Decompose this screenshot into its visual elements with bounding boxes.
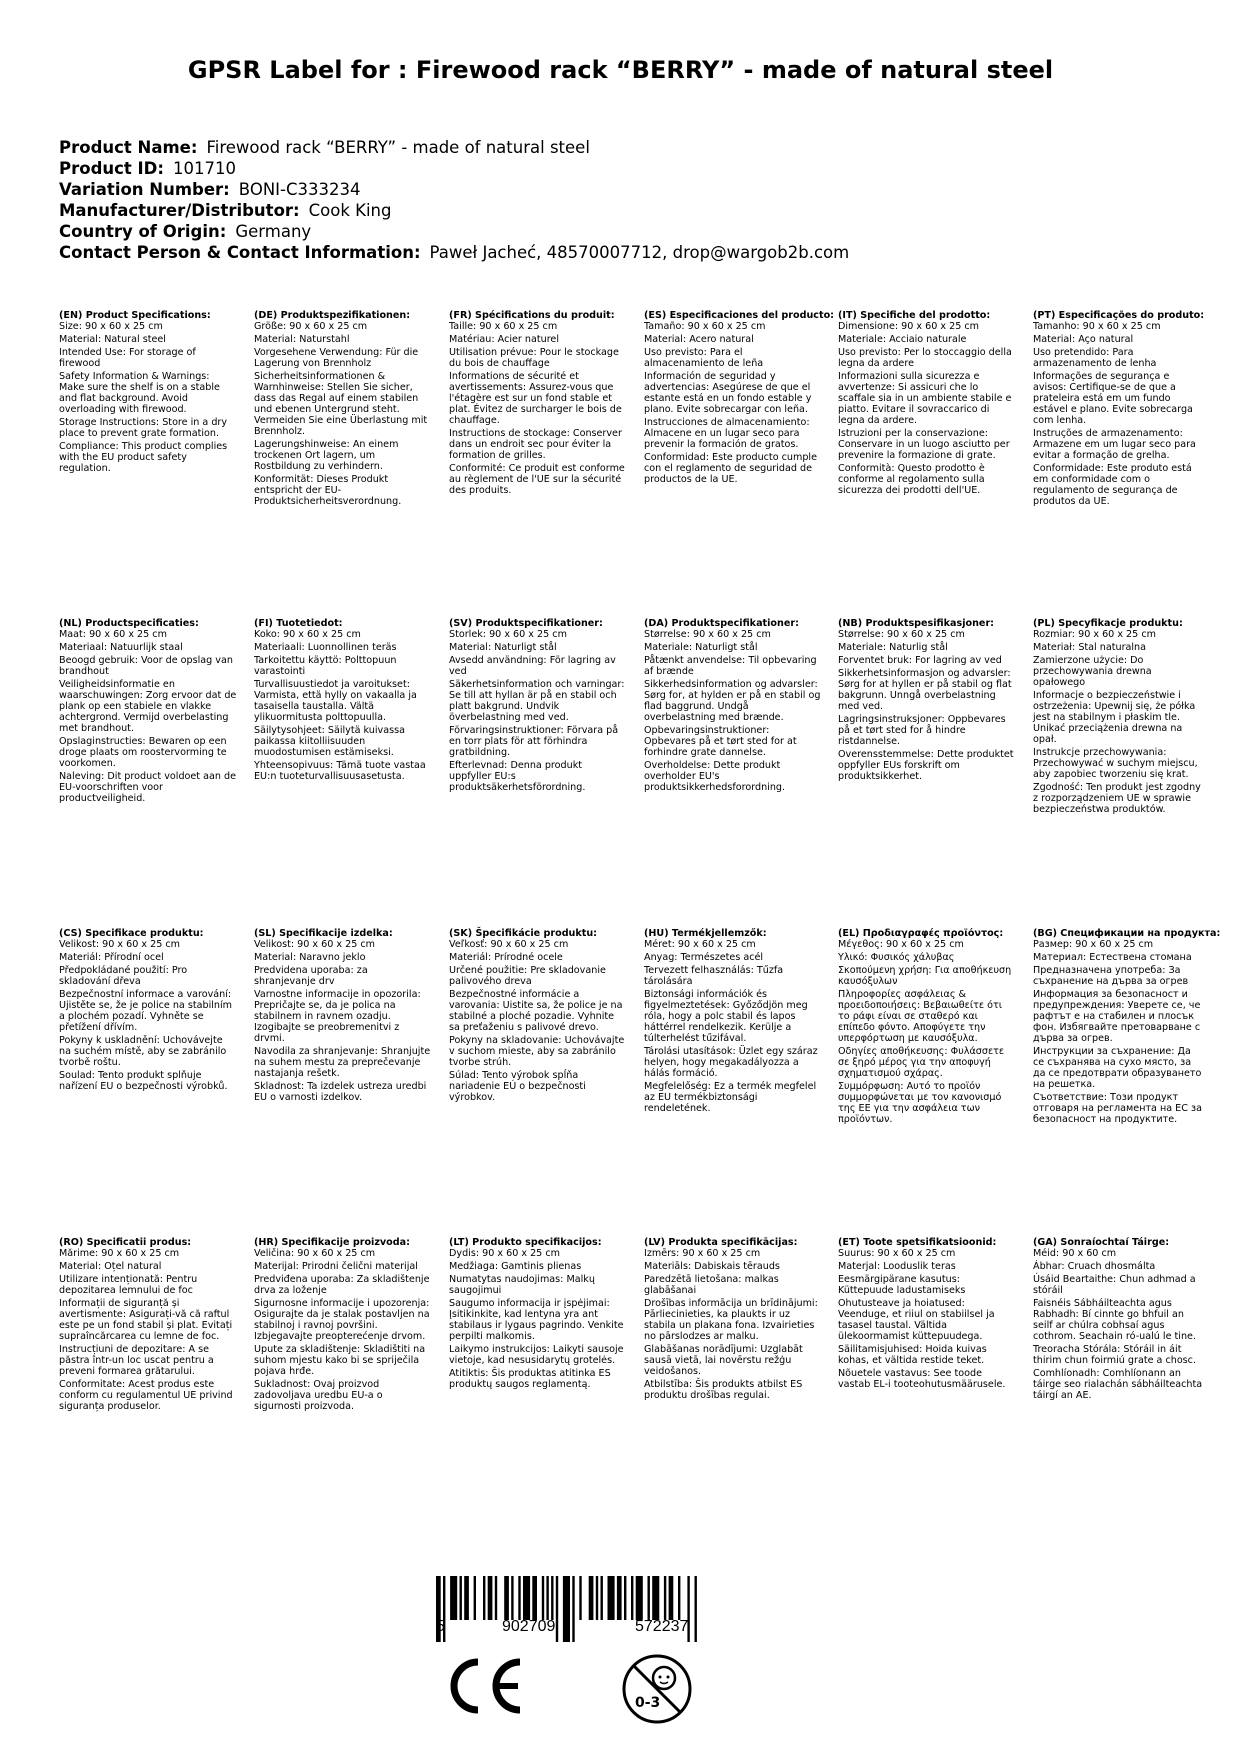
spec-heading: (RO) Specificatii produs: [59,1237,192,1248]
spec-block [254,618,432,784]
spec-line: Informacje o bezpieczeństwie i ostrzeżenia: Upewnij się, że półka jest na stabilnym i płaskim tle. Unikać przeciążenia drewna na opał. [1033,690,1196,745]
spec-block [59,928,237,1094]
spec-line: Predvidena uporaba: za shranjevanje drv [254,965,368,987]
spec-line: Drošības informācija un brīdinājumi: Pārliecinieties, ka plaukts ir uz stabila un plakana fona. Izvairieties no pārslodzes ar malku. [644,1298,818,1342]
spec-line: Material: Acero natural [644,334,754,345]
spec-block [644,928,822,1116]
barcode-bar [636,1576,643,1620]
barcode-bar [678,1576,680,1620]
spec-line: Instrucțiuni de depozitare: A se păstra într-un loc uscat pentru a preveni formarea grătarului. [59,1344,214,1377]
product-info-label: Product Name: [59,138,198,157]
spec-heading: (LV) Produkta specifikācijas: [644,1237,798,1248]
spec-heading: (PL) Specyfikacje produktu: [1033,618,1183,629]
spec-line: Turvallisuustiedot ja varoitukset: Varmista, että hylly on vakaalla ja tasaisella taustalla. Vältä ylikuormitusta polttopuulla. [254,679,417,723]
barcode-bar [596,1576,598,1620]
spec-block [644,618,822,795]
spec-line: Material: Naravno jeklo [254,952,366,963]
spec-line: Conformidad: Este producto cumple con el reglamento de seguridad de productos de la UE. [644,452,817,485]
barcode-bar [474,1576,476,1620]
spec-line: Compliance: This product complies with the EU product safety regulation. [59,441,228,474]
spec-line: Opbevaringsinstruktioner: Opbevares på et tørt sted for at forhindre grate dannelse. [644,725,797,758]
spec-heading: (HR) Specifikacije proizvoda: [254,1237,410,1248]
spec-line: Dydis: 90 x 60 x 25 cm [449,1248,560,1259]
spec-line: Předpokládané použití: Pro skladování dřeva [59,965,188,987]
spec-line: Предназначена употреба: За съхранение на дърва за огрев [1033,965,1189,987]
spec-line: Overensstemmelse: Dette produktet oppfyller EUs forskrift om produktsikkerhet. [838,749,1014,782]
spec-line: Beoogd gebruik: Voor de opslag van brandhout [59,655,233,677]
spec-line: Velikost: 90 x 60 x 25 cm [59,939,181,950]
spec-line: Conformidade: Este produto está em conformidade com o regulamento de segurança de produtos da UE. [1033,463,1192,507]
spec-line: Materiał: Stal naturalna [1033,642,1147,653]
spec-line: Treoracha Stórála: Stóráil in áit thirim chun foirmiú grate a chosc. [1033,1344,1197,1366]
spec-block [838,310,1016,498]
spec-heading: (NL) Productspecificaties: [59,618,199,629]
spec-line: Sicherheitsinformationen & Warnhinweise: Stellen Sie sicher, dass das Regal auf einem stabilen und ebenen Untergrund steht. Vermeiden Sie eine Überlastung mit Brennholz. [254,371,428,437]
spec-line: Koko: 90 x 60 x 25 cm [254,629,361,640]
spec-line: Maat: 90 x 60 x 25 cm [59,629,167,640]
spec-line: Tarkoitettu käyttö: Polttopuun varastointi [254,655,397,677]
spec-line: Materiale: Naturligt stål [644,642,758,653]
barcode-digits-left: 902709 [502,1618,556,1635]
spec-line: Taille: 90 x 60 x 25 cm [449,321,558,332]
spec-line: Úsáid Beartaithe: Chun adhmad a stóráil [1033,1274,1196,1296]
spec-line: Materiāls: Dabiskais tērauds [644,1261,780,1272]
product-info-value: BONI-C333234 [238,180,361,199]
spec-line: Veličina: 90 x 60 x 25 cm [254,1248,376,1259]
spec-line: Σκοπούμενη χρήση: Για αποθήκευση καυσόξυλων [838,965,1012,987]
spec-block [838,1237,1016,1392]
barcode-bar [518,1576,520,1620]
barcode-bar [450,1576,457,1620]
spec-block [1033,310,1203,509]
spec-block [1033,928,1221,1127]
product-info-label: Manufacturer/Distributor: [59,201,300,220]
spec-heading: (CS) Specifikace produktu: [59,928,204,939]
barcode-bar [504,1576,509,1620]
spec-line: Förvaringsinstruktioner: Förvara på en torr plats för att förhindra gratbildning. [449,725,619,758]
spec-line: Bezpečnostné informácie a varovania: Uistite sa, že police je na stabilné a ploché pozadie. Vyhnite sa preťaženiu s palivové drevo. [449,989,623,1033]
spec-line: Påtænkt anvendelse: Til opbevaring af brænde [644,655,817,677]
spec-line: Izmērs: 90 x 60 x 25 cm [644,1248,761,1259]
spec-line: Инструкции за съхранение: Да се съхранява на сухо място, за да се предотврати образуването на решетка. [1033,1046,1202,1090]
spec-line: Instructions de stockage: Conserver dans un endroit sec pour éviter la formation de grilles. [449,428,622,461]
barcode-bar [669,1576,674,1620]
spec-heading: (BG) Спецификации на продукта: [1033,928,1221,939]
spec-line: Utilisation prévue: Pour le stockage du bois de chauffage [449,347,619,369]
spec-line: Lagringsinstruksjoner: Oppbevares på et tørt sted for å hindre ristdannelse. [838,714,1006,747]
spec-line: Οδηγίες αποθήκευσης: Φυλάσσετε σε ξηρό μέρος για την αποφυγή σχηματισμού σχάρας. [838,1046,1005,1079]
spec-line: Размер: 90 x 60 x 25 cm [1033,939,1154,950]
spec-line: Materiale: Acciaio naturale [838,334,967,345]
spec-line: Atitiktis: Šis produktas atitinka ES produktų saugos reglamentą. [449,1368,611,1390]
spec-line: Material: Aço natural [1033,334,1134,345]
spec-line: Conformité: Ce produit est conforme au règlement de l'UE sur la sécurité des produits. [449,463,625,496]
product-info-value: Paweł Jacheć, 48570007712, drop@wargob2b.com [429,243,850,262]
spec-block [838,618,1016,784]
spec-line: Dimensione: 90 x 60 x 25 cm [838,321,980,332]
spec-line: Informations de sécurité et avertissements: Assurez-vous que l'étagère est sur un fond stable et plat. Évitez de surcharger le bois de chauffage. [449,371,622,426]
product-info-label: Product ID: [59,159,164,178]
spec-line: Größe: 90 x 60 x 25 cm [254,321,368,332]
spec-line: Informações de segurança e avisos: Certifique-se de que a prateleira está em um fundo estável e plano. Evite sobrecarga com lenha. [1033,371,1193,426]
spec-line: Soulad: Tento produkt splňuje nařízení EU o bezpečnosti výrobků. [59,1070,228,1092]
spec-heading: (DE) Produktspezifikationen: [254,310,411,321]
product-info-value: Firewood rack “BERRY” - made of natural steel [206,138,590,157]
spec-block [644,1237,822,1403]
spec-line: Materiaali: Luonnollinen teräs [254,642,397,653]
barcode-bar [664,1576,666,1620]
spec-heading: (ET) Toote spetsifikatsioonid: [838,1237,997,1248]
spec-line: Instrucciones de almacenamiento: Almacene en un lugar seco para prevenir la formación de gratos. [644,417,810,450]
spec-heading: (FR) Spécifications du produit: [449,310,615,321]
spec-line: Atbilstība: Šis produkts atbilst ES produktu drošības regulai. [644,1379,803,1401]
spec-line: Materiál: Přírodní ocel [59,952,164,963]
spec-line: Materiale: Naturlig stål [838,642,948,653]
spec-heading: (SL) Specifikacije izdelka: [254,928,393,939]
product-info-label: Country of Origin: [59,222,227,241]
spec-line: Upute za skladištenje: Skladištiti na suhom mjestu kako bi se spriječila pojava hrđe. [254,1344,426,1377]
spec-line: Saugumo informacija ir įspėjimai: Įsitikinkite, kad lentyna yra ant stabilaus ir lygaus pagrindo. Venkite perpilti malkomis. [449,1298,624,1342]
spec-line: Información de seguridad y advertencias: Asegúrese de que el estante está en un fondo estable y plano. Evite sobrecargar con leña. [644,371,812,415]
spec-line: Μέγεθος: 90 x 60 x 25 cm [838,939,964,950]
spec-line: Veľkosť: 90 x 60 x 25 cm [449,939,569,950]
barcode-digit-prefix: 5 [436,1618,445,1635]
barcode-bar [601,1576,603,1620]
spec-line: Glabāšanas norādījumi: Uzglabāt sausā vietā, lai novērstu režģu veidošanos. [644,1344,803,1377]
spec-line: Zgodność: Ten produkt jest zgodny z rozporządzeniem UE w sprawie bezpieczeństwa produktów. [1033,782,1201,815]
spec-line: Anyag: Természetes acél [644,952,764,963]
spec-line: Vorgesehene Verwendung: Für die Lagerung von Brennholz [254,347,419,369]
barcode-bar [631,1576,633,1620]
spec-block [644,310,835,487]
spec-block [449,618,627,795]
spec-line: Méid: 90 x 60 cm [1033,1248,1117,1259]
spec-line: Medžiaga: Gamtinis plienas [449,1261,582,1272]
spec-line: Biztonsági információk és figyelmeztetések: Győződjön meg róla, hogy a polc stabil és lapos háttérrel rendelkezik. Kerülje a túlterhelést tűzifával. [644,989,808,1044]
spec-line: Sikkerhedsinformation og advarsler: Sørg for, at hylden er på en stabil og flad baggrund. Undgå overbelastning med brænde. [644,679,821,723]
spec-line: Lagerungshinweise: An einem trockenen Ort lagern, um Rostbildung zu verhindern. [254,439,399,472]
spec-line: Matériau: Acier naturel [449,334,560,345]
spec-line: Paredzētā lietošana: malkas glabāšanai [644,1274,779,1296]
spec-line: Säilitamisjuhised: Hoida kuivas kohas, et vältida restide teket. [838,1344,987,1366]
spec-line: Materjal: Looduslik teras [838,1261,956,1272]
product-info-value: 101710 [172,159,236,178]
spec-line: Skladnost: Ta izdelek ustreza uredbi EU o varnosti izdelkov. [254,1081,427,1103]
spec-line: Overholdelse: Dette produkt overholder EU's produktsikkerhedsforordning. [644,760,786,793]
spec-line: Comhlíonadh: Comhlíonann an táirge seo rialachán sábháilteachta táirgí an AE. [1033,1368,1203,1401]
spec-line: Numatytas naudojimas: Malkų saugojimui [449,1274,595,1296]
age-warning-icon [620,1652,694,1730]
spec-block [254,928,432,1105]
spec-line: Súlad: Tento výrobok spĺňa nariadenie EÚ o bezpečnosti výrobkov. [449,1070,586,1103]
spec-line: Tárolási utasítások: Üzlet egy száraz helyen, hogy megakadályozza a hálás formáció. [644,1046,818,1079]
spec-line: Rozmiar: 90 x 60 x 25 cm [1033,629,1156,640]
spec-line: Säkerhetsinformation och varningar: Se till att hyllan är på en stabil och platt bakgrund. Undvik överbelastning med ved. [449,679,625,723]
spec-line: Ohutusteave ja hoiatused: Veenduge, et riiul on stabiilsel ja tasasel taustal. Vältida ülekoormamist küttepuudega. [838,1298,995,1342]
spec-line: Material: Oțel natural [59,1261,162,1272]
spec-line: Tamaño: 90 x 60 x 25 cm [644,321,766,332]
spec-heading: (IT) Specifiche del prodotto: [838,310,991,321]
spec-line: Ábhar: Cruach dhosmálta [1033,1261,1156,1272]
barcode-bar [546,1576,548,1620]
spec-line: Materijal: Prirodni čelični materijal [254,1261,418,1272]
spec-block [59,310,237,476]
spec-line: Laikymo instrukcijos: Laikyti sausoje vietoje, kad nesusidarytų grotelės. [449,1344,624,1366]
barcode-bar [483,1576,485,1620]
spec-line: Sukladnost: Ovaj proizvod zadovoljava uredbu EU-a o sigurnosti proizvoda. [254,1379,383,1412]
spec-line: Opslaginstructies: Bewaren op een droge plaats om roostervorming te voorkomen. [59,736,227,769]
spec-line: Avsedd användning: För lagring av ved [449,655,616,677]
spec-line: Συμμόρφωση: Αυτό το προϊόν συμμορφώνεται με τον κανονισμό της ΕΕ για την ασφάλεια των προϊόντων. [838,1081,1002,1125]
spec-line: Konformität: Dieses Produkt entspricht der EU-Produktsicherheitsverordnung. [254,474,402,507]
spec-heading: (HU) Termékjellemzők: [644,928,767,939]
spec-line: Informazioni sulla sicurezza e avvertenze: Si assicuri che lo scaffale sia in un ambiente stabile e piatto. Evitare il sovraccarico di legna da ardere. [838,371,1012,426]
spec-block [254,1237,432,1414]
barcode-bar [563,1576,570,1642]
ce-mark-icon [450,1656,530,1720]
spec-heading: (EL) Προδιαγραφές προϊόντος: [838,928,1004,939]
barcode-bar [511,1576,513,1620]
spec-heading: (ES) Especificaciones del producto: [644,310,835,321]
barcode-bar [532,1576,537,1620]
spec-line: Zamierzone użycie: Do przechowywania drewna opałowego [1033,655,1152,688]
barcode-bar [572,1576,574,1642]
spec-block [59,1237,237,1414]
barcode-bar [495,1576,497,1620]
spec-line: Tamanho: 90 x 60 x 25 cm [1033,321,1161,332]
spec-heading: (FI) Tuotetiedot: [254,618,343,629]
spec-block [1033,618,1203,817]
spec-line: Υλικό: Φυσικός χάλυβας [838,952,955,963]
spec-line: Tervezett felhasználás: Tűzfa tárolására [644,965,784,987]
spec-line: Storage Instructions: Store in a dry place to prevent grate formation. [59,417,228,439]
barcode-bar [695,1576,697,1642]
spec-block [449,310,627,498]
spec-line: Efterlevnad: Denna produkt uppfyller EU:s produktsäkerhetsförordning. [449,760,586,793]
spec-line: Určené použitie: Pre skladovanie palivového dreva [449,965,606,987]
spec-line: Material: Naturstahl [254,334,350,345]
spec-line: Informații de siguranță și avertismente: Asigurați-vă că raftul este pe un fond stabil și plat. Evitați supraîncărcarea cu lemne de foc. [59,1298,233,1342]
spec-line: Uso pretendido: Para armazenamento de lenha [1033,347,1157,369]
spec-line: Suurus: 90 x 60 x 25 cm [838,1248,956,1259]
spec-line: Materiaal: Natuurlijk staal [59,642,183,653]
barcode-bar [608,1576,615,1620]
spec-line: Материал: Естествена стомана [1033,952,1192,963]
spec-line: Megfelelőség: Ez a termék megfelel az EU termékbiztonsági rendeletének. [644,1081,817,1114]
spec-line: Uso previsto: Per lo stoccaggio della legna da ardere [838,347,1012,369]
spec-line: Utilizare intenționată: Pentru depozitarea lemnului de foc [59,1274,198,1296]
spec-block [838,928,1016,1127]
spec-line: Forventet bruk: For lagring av ved [838,655,1002,666]
spec-line: Nõuetele vastavus: See toode vastab EL-i tooteohutusmäärusele. [838,1368,1006,1390]
spec-block [449,1237,627,1392]
barcode-digits-right: 572237 [635,1618,689,1635]
barcode-bar [542,1576,544,1620]
barcode-bar [556,1576,558,1642]
barcode-bar [624,1576,626,1620]
spec-line: Sikkerhetsinformasjon og advarsler: Sørg for at hyllen er på stabil og flat bakgrunn. Unngå overbelastning med ved. [838,668,1012,712]
spec-line: Méret: 90 x 60 x 25 cm [644,939,756,950]
spec-heading: (PT) Especificações do produto: [1033,310,1205,321]
spec-block [254,310,432,509]
spec-line: Pokyny na skladovanie: Uchovávajte v suchom mieste, aby sa zabránilo tvorbe strúh. [449,1035,625,1068]
spec-line: Velikost: 90 x 60 x 25 cm [254,939,376,950]
spec-block [449,928,627,1105]
spec-line: Varnostne informacije in opozorila: Prepričajte se, da je polica na stabilnem in ravnem ozadju. Izogibajte se preobremenitvi z drvmi. [254,989,421,1044]
spec-line: Eesmärgipärane kasutus: Küttepuude ladustamiseks [838,1274,966,1296]
product-info-value: Germany [235,222,312,241]
spec-line: Sigurnosne informacije i upozorenja: Osigurajte da je stalak postavljen na stabilnoj i ravnoj površini. Izbjegavajte preopterećenje drvom. [254,1298,430,1342]
barcode-bar [488,1576,493,1620]
spec-line: Navodila za shranjevanje: Shranjujte na suhem mestu za preprečevanje nastajanja rešetk. [254,1046,431,1079]
spec-line: Faisnéis Sábháilteachta agus Rabhadh: Bí cinnte go bhfuil an seilf ar chúlra cobhsaí agus cothrom. Seachain ró-ualú le tine. [1033,1298,1197,1342]
spec-line: Conformità: Questo prodotto è conforme al regolamento sulla sicurezza dei prodotti dell'UE. [838,463,985,496]
spec-line: Material: Naturligt stål [449,642,557,653]
spec-line: Uso previsto: Para el almacenamiento de leña [644,347,764,369]
barcode-bar [589,1576,594,1620]
spec-line: Conformitate: Acest produs este conform cu regulamentul UE privind siguranța produselor. [59,1379,233,1412]
spec-line: Instrukcje przechowywania: Przechowywać w suchym miejscu, aby zapobiec tworzeniu się krat. [1033,747,1198,780]
spec-line: Intended Use: For storage of firewood [59,347,196,369]
spec-line: Size: 90 x 60 x 25 cm [59,321,163,332]
product-info-label: Variation Number: [59,180,230,199]
barcode [432,1576,742,1646]
spec-line: Størrelse: 90 x 60 x 25 cm [644,629,771,640]
barcode-bars [432,1576,742,1646]
spec-line: Materiál: Prírodné ocele [449,952,563,963]
spec-line: Naleving: Dit product voldoet aan de EU-voorschriften voor productveiligheid. [59,771,236,804]
barcode-bar [523,1576,530,1620]
barcode-bar [652,1576,659,1620]
spec-line: Bezpečnostní informace a varování: Ujistěte se, že je police na stabilním a plochém pozadí. Vyhněte se přetížení dřívím. [59,989,233,1033]
spec-heading: (NB) Produktspesifikasjoner: [838,618,995,629]
spec-line: Storlek: 90 x 60 x 25 cm [449,629,567,640]
spec-line: Material: Natural steel [59,334,166,345]
product-info-value: Cook King [308,201,392,220]
spec-line: Instruções de armazenamento: Armazene em um lugar seco para evitar a formação de grelha. [1033,428,1196,461]
spec-heading: (EN) Product Specifications: [59,310,211,321]
barcode-bar [551,1576,553,1620]
spec-heading: (SK) Špecifikácie produktu: [449,928,598,939]
spec-heading: (GA) Sonraíochtaí Táirge: [1033,1237,1170,1248]
spec-line: Istruzioni per la conservazione: Conservare in un luogo asciutto per prevenire la formazione di grate. [838,428,1010,461]
barcode-bar [460,1576,462,1620]
spec-line: Predviđena uporaba: Za skladištenje drva za loženje [254,1274,430,1296]
spec-line: Yhteensopivuus: Tämä tuote vastaa EU:n tuoteturvallisuusasetusta. [254,760,426,782]
spec-heading: (DA) Produktspecifikationer: [644,618,799,629]
spec-heading: (LT) Produkto specifikacijos: [449,1237,602,1248]
spec-line: Πληροφορίες ασφάλειας & προειδοποιήσεις: Βεβαιωθείτε ότι το ράφι είναι σε σταθερό και επίπεδο φόντο. Αποφύγετε την υπερφόρτωση με καυσόξυλα. [838,989,1003,1044]
spec-line: Safety Information & Warnings: Make sure the shelf is on a stable and flat background. Avoid overloading with firewood. [59,371,220,415]
spec-line: Pokyny k uskladnění: Uchovávejte na suchém místě, aby se zabránilo tvorbě roštu. [59,1035,227,1068]
spec-block [59,618,237,806]
spec-line: Съответствие: Този продукт отговаря на регламента на ЕС за безопасност на продуктите. [1033,1092,1202,1125]
spec-block [1033,1237,1203,1403]
barcode-bar [464,1576,469,1620]
spec-line: Størrelse: 90 x 60 x 25 cm [838,629,965,640]
age-warning-text: 0-3 [635,1695,661,1711]
spec-line: Säilytysohjeet: Säilytä kuivassa paikassa kiitolliisuuden muodostumisen estämiseksi. [254,725,405,758]
barcode-bar [579,1576,581,1620]
spec-line: Информация за безопасност и предупреждения: Уверете се, че рафтът е на стабилен и плосък фон. Избягвайте претоварване с дърва за огрев. [1033,989,1201,1044]
barcode-bar [648,1576,650,1620]
spec-line: Veiligheidsinformatie en waarschuwingen: Zorg ervoor dat de plank op een stabiele en vlakke achtergrond. Vermijd overbelasting met brandhout. [59,679,237,734]
page-title: GPSR Label for : Firewood rack “BERRY” - made of natural steel [187,56,1054,84]
spec-line: Mărime: 90 x 60 x 25 cm [59,1248,180,1259]
barcode-bar [617,1576,622,1620]
product-info-label: Contact Person & Contact Information: [59,243,421,262]
spec-heading: (SV) Produktspecifikationer: [449,618,603,629]
